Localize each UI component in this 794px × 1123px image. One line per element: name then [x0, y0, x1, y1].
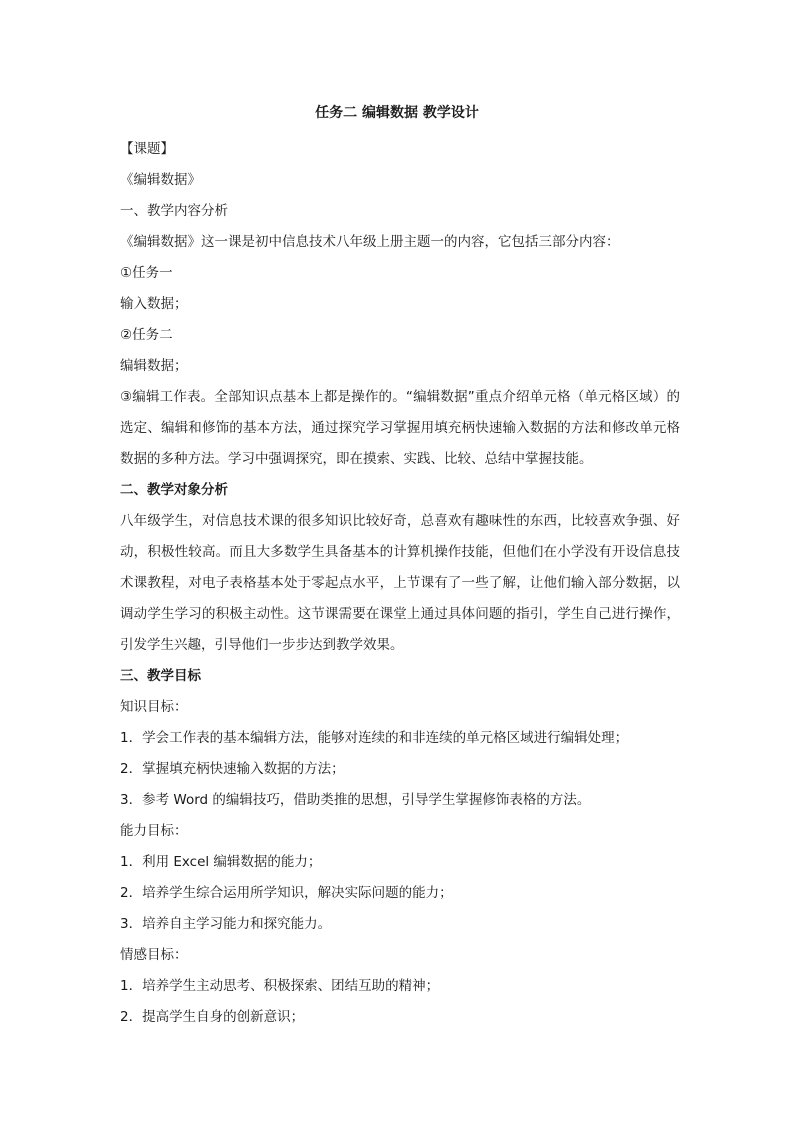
- subheading-emotion-goals: 情感目标：: [120, 947, 188, 963]
- paragraph: ③编辑工作表。全部知识点基本上都是操作的。“编辑数据”重点介绍单元格（单元格区域）的选定、编辑和修饰的基本方法，通过探究学习掌握用填充柄快速输入数据的方法和修改单元格数据的多种方法。学习中强调探究，即在摸索、实践、比较、总结中掌握技能。: [120, 389, 680, 467]
- subheading-knowledge-goals: 知识目标：: [120, 699, 188, 715]
- list-item: 1．培养学生主动思考、积极探索、团结互助的精神；: [120, 978, 440, 994]
- document-title: 任务二 编辑数据 教学设计: [315, 105, 479, 121]
- lesson-label: 【课题】: [120, 141, 174, 157]
- list-item: 2．培养学生综合运用所学知识，解决实际问题的能力；: [120, 885, 453, 901]
- list-item: 2．提高学生自身的创新意识；: [120, 1009, 305, 1025]
- list-item: ②任务二: [120, 327, 173, 343]
- list-item: ①任务一: [120, 265, 173, 281]
- list-item: 1．利用 Excel 编辑数据的能力；: [120, 854, 322, 870]
- list-item: 3．培养自主学习能力和探究能力。: [120, 916, 332, 932]
- section-heading-student-analysis: 二、教学对象分析: [120, 482, 228, 498]
- section-heading-content-analysis: 一、教学内容分析: [120, 203, 228, 219]
- list-item: 2．掌握填充柄快速输入数据的方法；: [120, 761, 345, 777]
- list-item: 3．参考 Word 的编辑技巧，借助类推的思想，引导学生掌握修饰表格的方法。: [120, 792, 591, 808]
- document-body: [120, 134, 680, 1033]
- list-item: 1．学会工作表的基本编辑方法，能够对连续的和非连续的单元格区域进行编辑处理；: [120, 730, 629, 746]
- list-item: 编辑数据；: [120, 358, 188, 374]
- paragraph: 《编辑数据》这一课是初中信息技术八年级上册主题一的内容，它包括三部分内容：: [120, 234, 620, 250]
- subheading-ability-goals: 能力目标：: [120, 823, 188, 839]
- paragraph: 八年级学生，对信息技术课的很多知识比较好奇，总喜欢有趣味性的东西，比较喜欢争强、好动，积极性较高。而且大多数学生具备基本的计算机操作技能，但他们在小学没有开设信息技术课教程，对电子表格基本处于零起点水平，上节课有了一些了解，让他们输入部分数据，以调动学生学习的积极主动性。这节课需要在课堂上通过具体问题的指引，学生自己进行操作，引发学生兴趣，引导他们一步步达到教学效果。: [120, 513, 680, 653]
- section-heading-teaching-goals: 三、教学目标: [120, 668, 201, 684]
- lesson-name: 《编辑数据》: [120, 172, 201, 188]
- list-item: 输入数据；: [120, 296, 188, 312]
